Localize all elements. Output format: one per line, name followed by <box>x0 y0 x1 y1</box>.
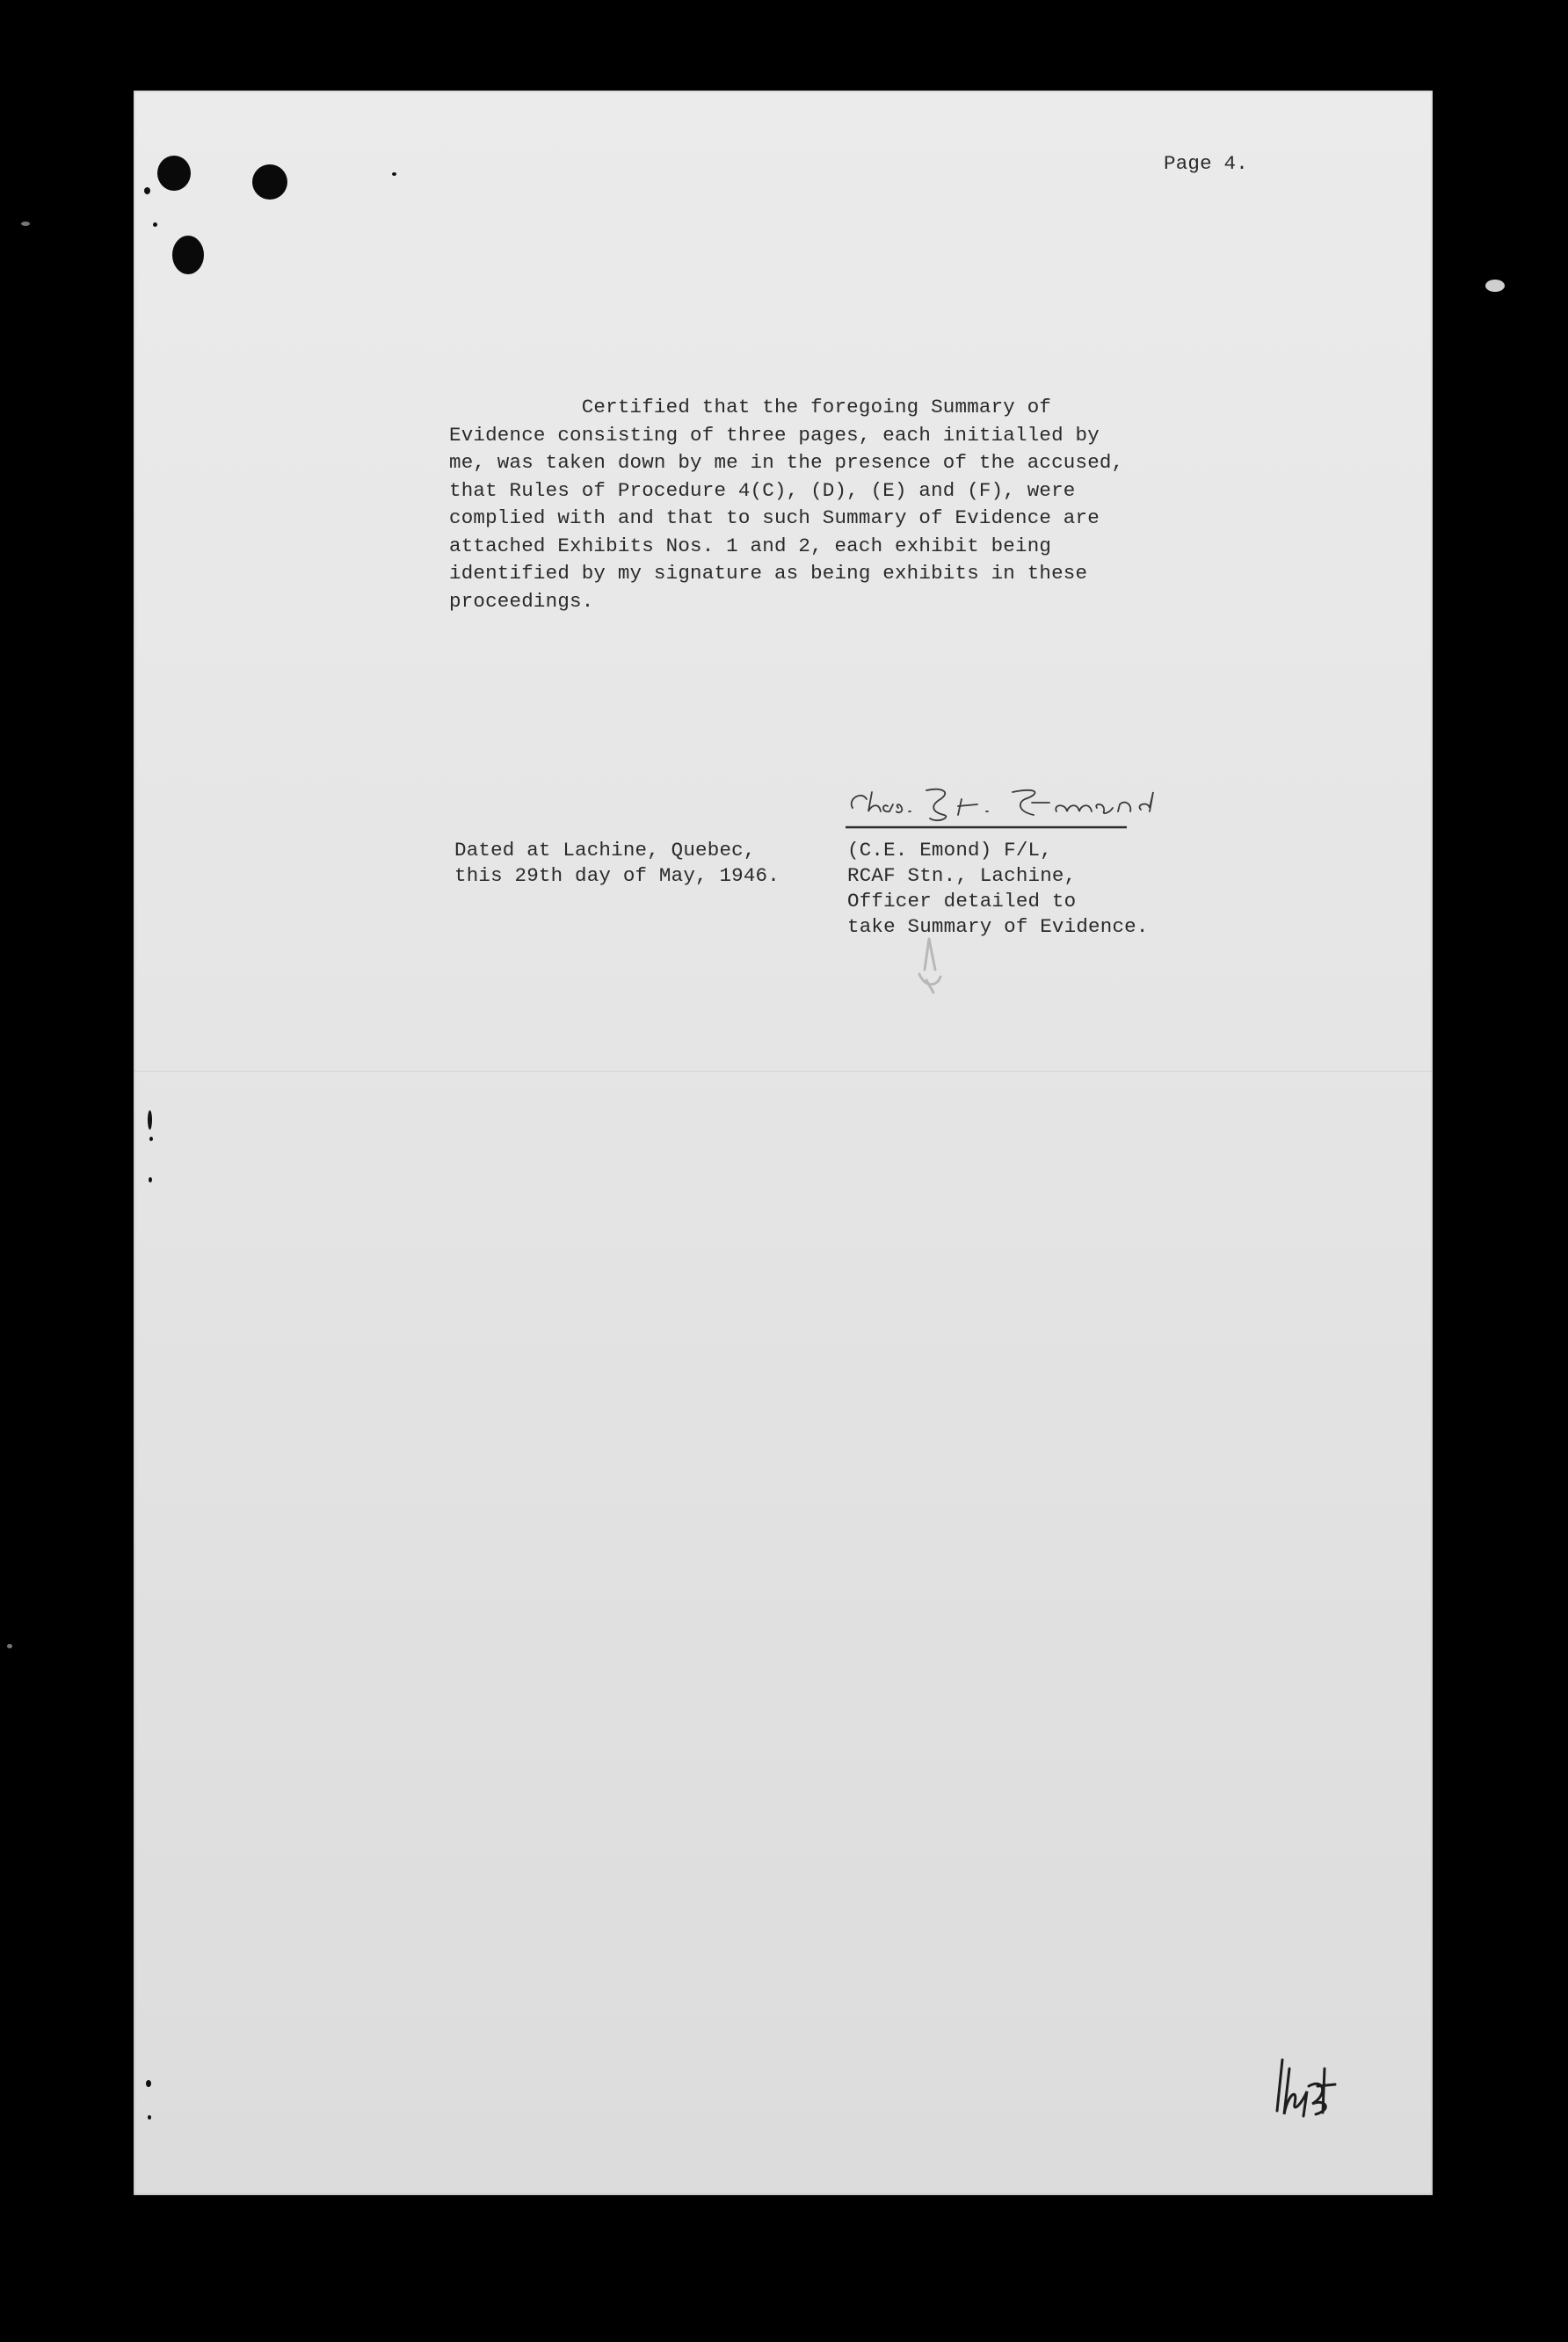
punch-hole <box>172 236 204 274</box>
faint-stamp-mark <box>907 935 951 996</box>
speck <box>149 1177 152 1182</box>
speck <box>392 172 396 176</box>
cert-line: complied with and that to such Summary of Evidence are <box>449 506 1100 529</box>
fold-line <box>134 1071 1433 1072</box>
signatory-unit: RCAF Stn., Lachine, <box>847 864 1077 887</box>
speck <box>148 2115 151 2120</box>
handwritten-signature <box>846 773 1206 834</box>
cert-line: Evidence consisting of three pages, each initialled by <box>449 423 1100 447</box>
cert-line: Certified that the foregoing Summary of <box>449 396 1052 418</box>
speck <box>7 1644 12 1648</box>
signatory-role: take Summary of Evidence. <box>847 915 1149 938</box>
speck <box>153 222 157 227</box>
speck <box>144 187 150 194</box>
cert-line: attached Exhibits Nos. 1 and 2, each exhibit being <box>449 534 1052 557</box>
speck <box>1485 280 1505 292</box>
certification-paragraph <box>449 394 1275 615</box>
dated-block <box>454 838 780 889</box>
punch-hole <box>157 156 191 191</box>
cert-line: proceedings. <box>449 589 594 613</box>
cert-line: that Rules of Procedure 4(C), (D), (E) and (F), were <box>449 478 1076 502</box>
speck <box>146 2080 151 2087</box>
speck <box>149 1137 153 1141</box>
dated-line: Dated at Lachine, Quebec, <box>454 839 756 862</box>
signatory-block <box>847 838 1149 940</box>
cert-line: identified by my signature as being exhibits in these <box>449 562 1088 585</box>
signatory-role: Officer detailed to <box>847 890 1077 913</box>
speck <box>148 1110 152 1130</box>
punch-hole <box>252 164 287 200</box>
dated-line: this 29th day of May, 1946. <box>454 864 780 887</box>
signatory-name: (C.E. Emond) F/L, <box>847 839 1052 862</box>
speck <box>21 222 30 226</box>
cert-line: me, was taken down by me in the presence of the accused, <box>449 451 1124 474</box>
document-page <box>134 91 1433 2195</box>
handwritten-initials <box>1272 2042 1351 2121</box>
page-number: Page 4. <box>1164 152 1248 175</box>
